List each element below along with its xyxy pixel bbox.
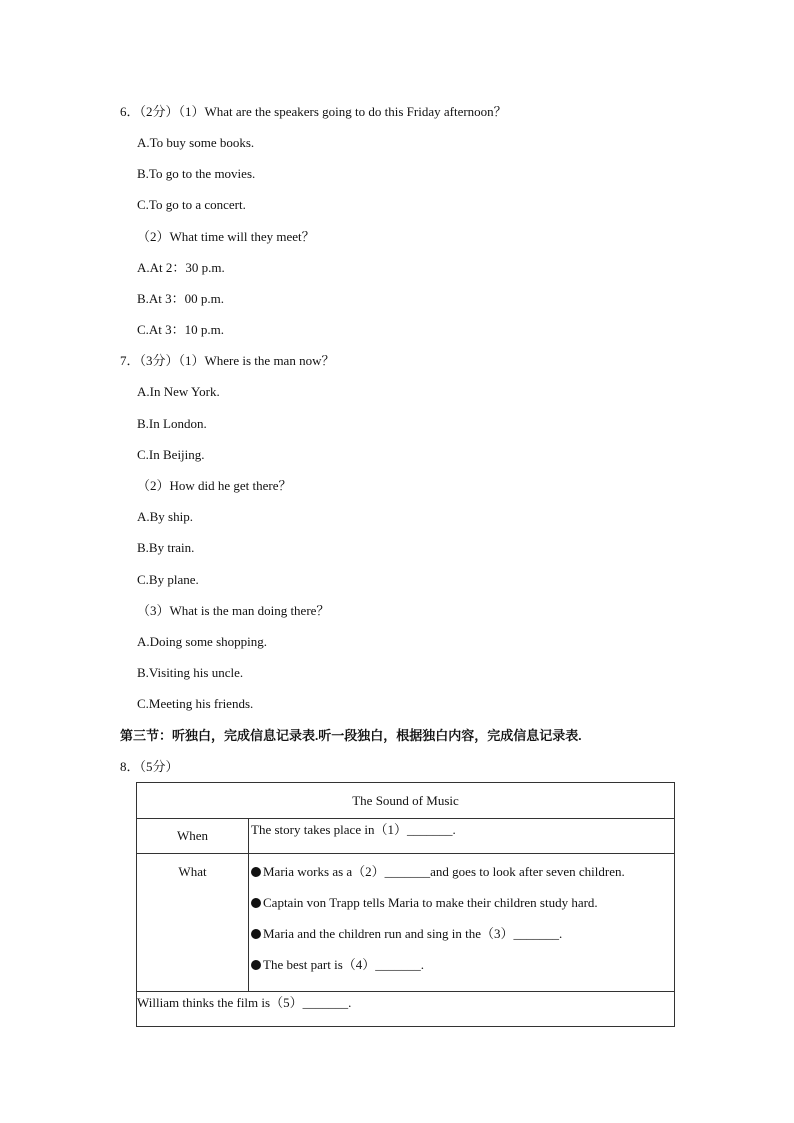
q6-header: 6．（2分）（1）What are the speakers going to do this Friday afternoon？ xyxy=(120,104,507,119)
section-3-instruction: 第三节：听独白，完成信息记录表.听一段独白，根据独白内容，完成信息记录表. xyxy=(120,728,582,743)
what-cell xyxy=(249,854,675,992)
q7-header: 7．（3分）（1）Where is the man now？ xyxy=(120,353,335,368)
table-footer: William thinks the film is（5）_______. xyxy=(137,992,675,1027)
what-bullet-3: Maria and the children run and sing in the（3）_______. xyxy=(249,926,674,957)
when-label: When xyxy=(137,819,249,854)
table-title: The Sound of Music xyxy=(137,783,675,819)
what-bullet-2: Captain von Trapp tells Maria to make their children study hard. xyxy=(249,895,674,926)
info-record-table xyxy=(136,782,675,1027)
q7-2-question: （2）How did he get there？ xyxy=(137,478,292,493)
q7-2-option-a: A.By ship. xyxy=(137,509,193,524)
what-label: What xyxy=(137,854,249,992)
what-bullet-1: Maria works as a（2）_______and goes to look after seven children. xyxy=(249,864,674,895)
q7-2-option-c: C.By plane. xyxy=(137,572,199,587)
q6-2-option-b: B.At 3：00 p.m. xyxy=(137,291,225,306)
q7-1-option-c: C.In Beijing. xyxy=(137,447,205,462)
when-text: The story takes place in（1）_______. xyxy=(249,819,675,854)
q6-2-option-c: C.At 3：10 p.m. xyxy=(137,322,225,337)
q7-3-option-c: C.Meeting his friends. xyxy=(137,696,254,711)
bullet-dot-icon xyxy=(251,960,261,970)
bullet-dot-icon xyxy=(251,898,261,908)
bullet-dot-icon xyxy=(251,929,261,939)
bullet-dot-icon xyxy=(251,867,261,877)
q6-1-option-c: C.To go to a concert. xyxy=(137,197,246,212)
q6-1-option-a: A.To buy some books. xyxy=(137,135,255,150)
q7-3-option-a: A.Doing some shopping. xyxy=(137,634,267,649)
q7-1-option-a: A.In New York. xyxy=(137,384,220,399)
q6-1-option-b: B.To go to the movies. xyxy=(137,166,256,181)
q8-header: 8．（5分） xyxy=(120,759,179,774)
what-bullet-4: The best part is（4）_______. xyxy=(249,957,674,988)
q7-3-option-b: B.Visiting his uncle. xyxy=(137,665,244,680)
q6-2-question: （2）What time will they meet？ xyxy=(137,229,315,244)
q7-3-question: （3）What is the man doing there？ xyxy=(137,603,330,618)
q7-2-option-b: B.By train. xyxy=(137,540,195,555)
q6-2-option-a: A.At 2：30 p.m. xyxy=(137,260,225,275)
q7-1-option-b: B.In London. xyxy=(137,416,207,431)
